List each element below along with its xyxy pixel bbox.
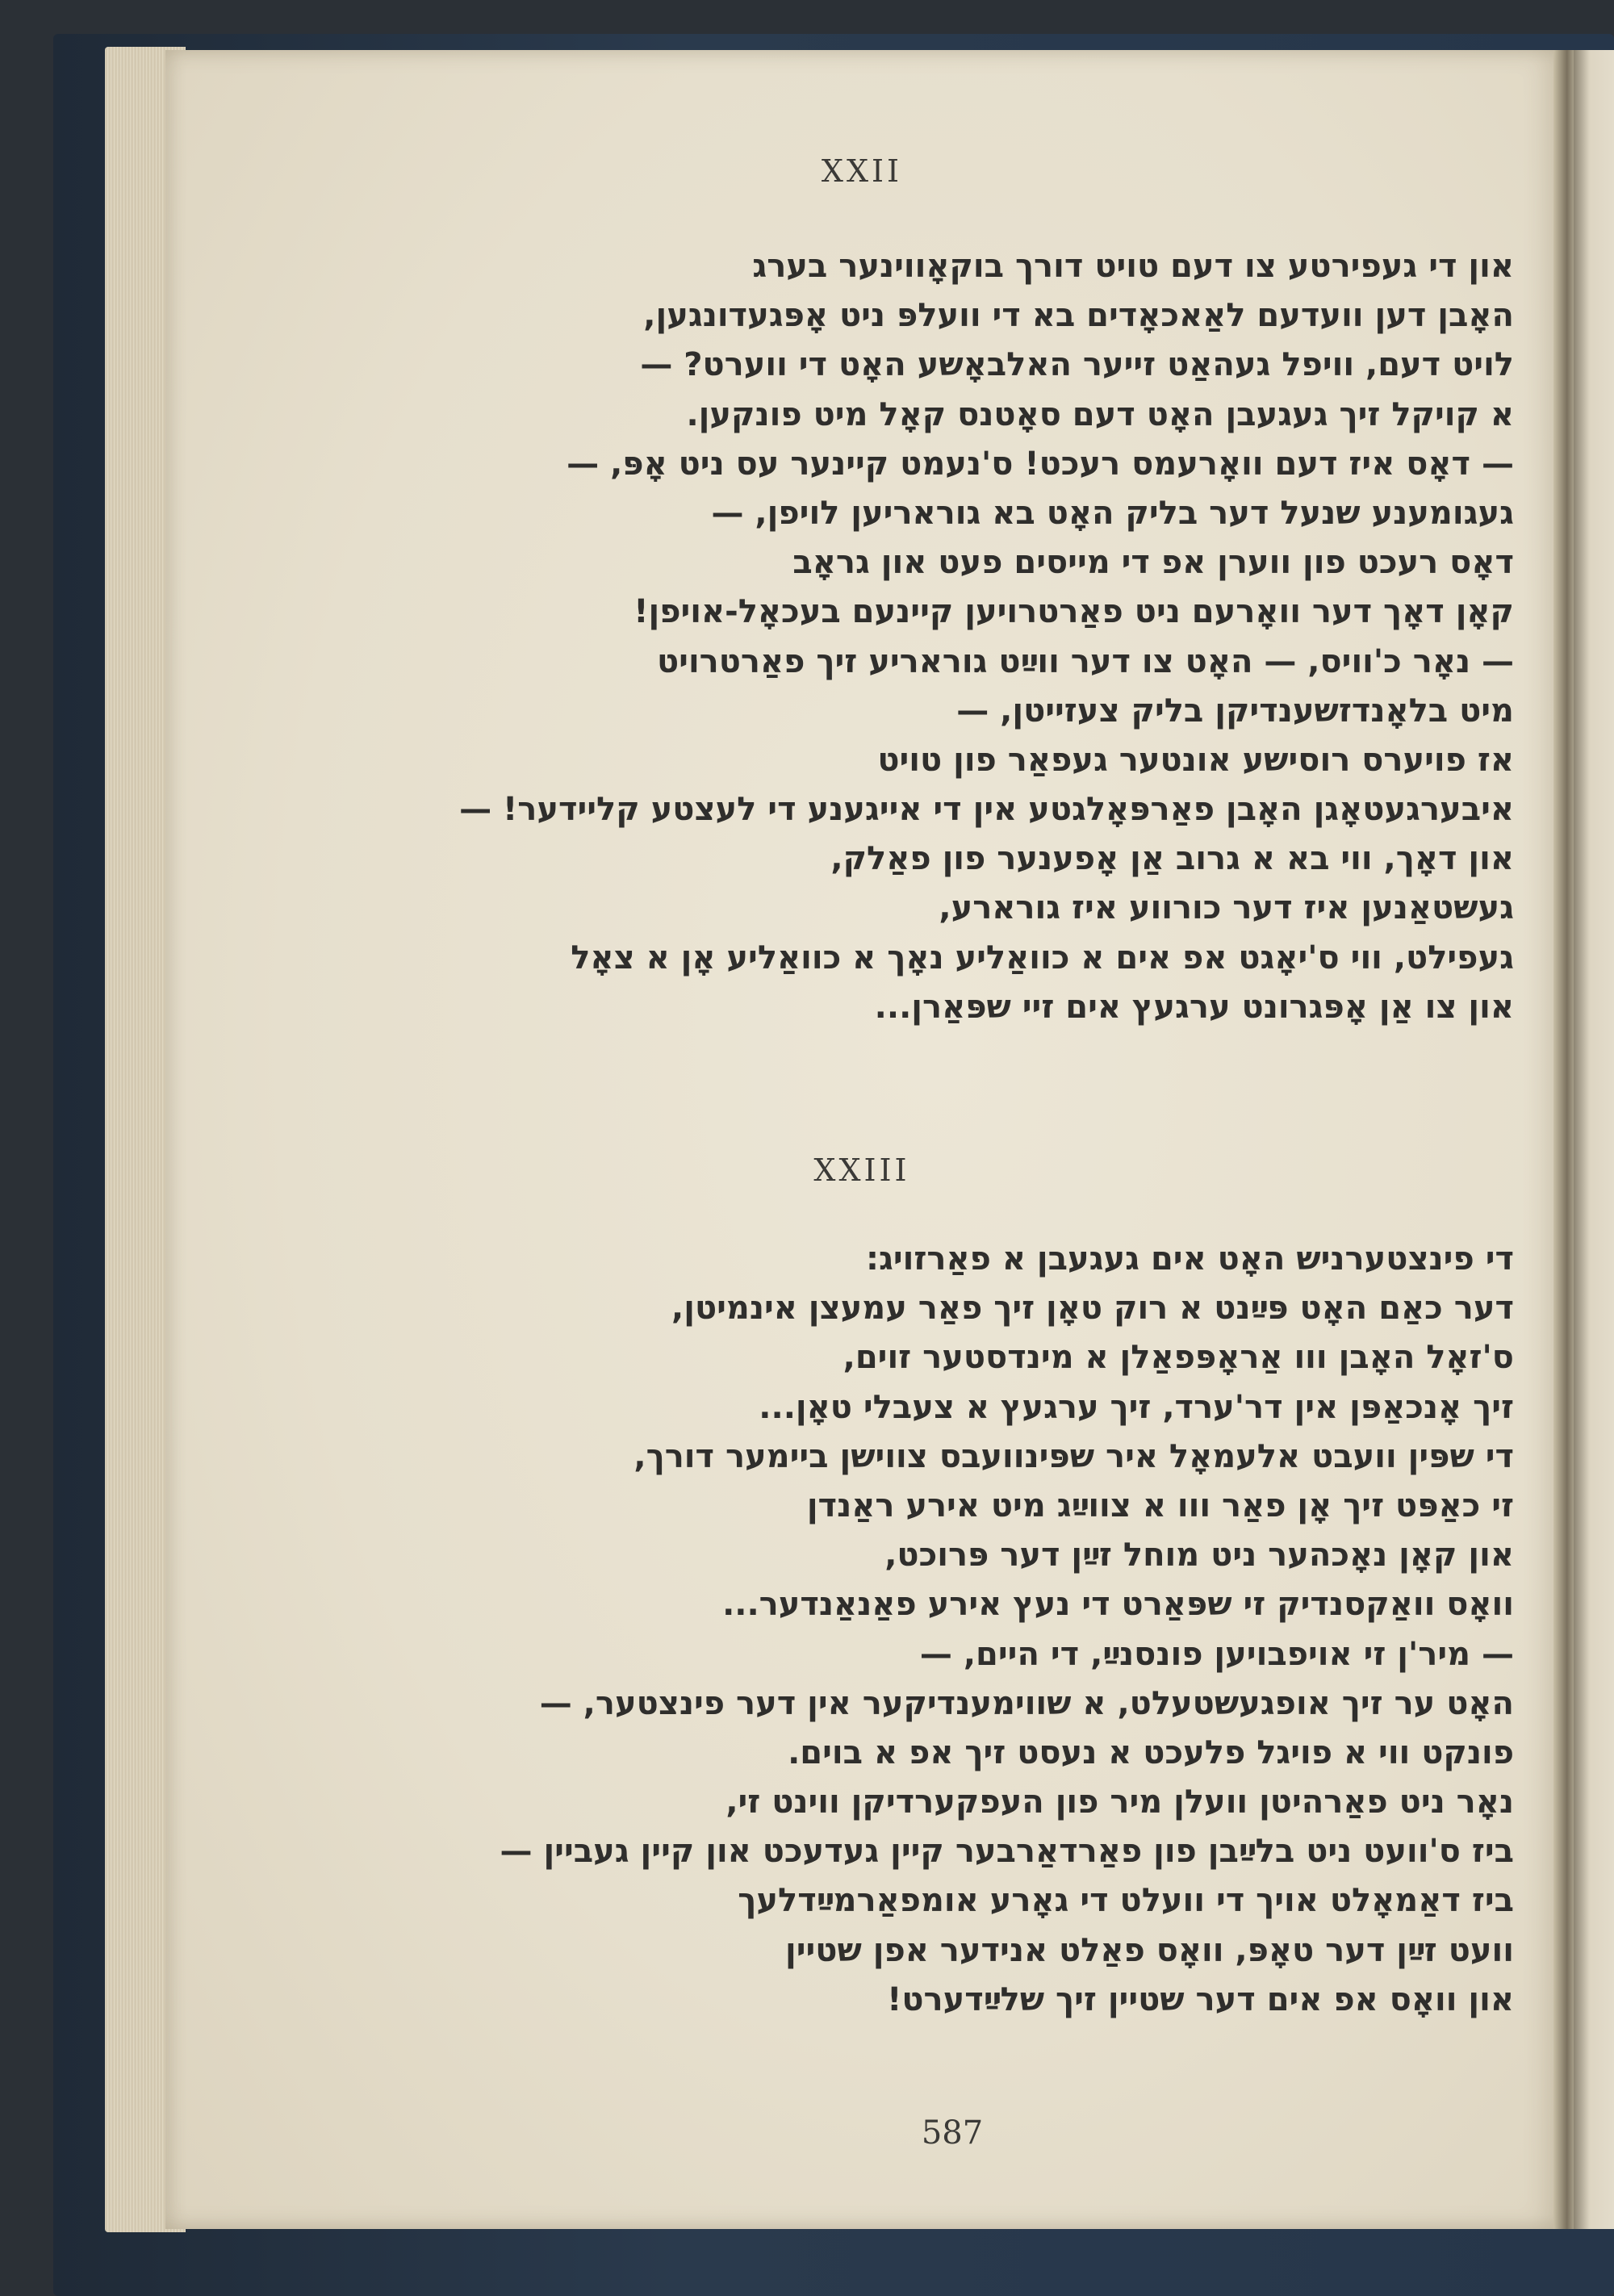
text-line: נאָר ניט פאַרהיטן וועלן מיר פון העפקערדיקן ווינט זי, bbox=[725, 1784, 1514, 1821]
text-line: לויט דעם, וויפל געהאַט זייער האלבאָשע האָט די ווערט? — bbox=[640, 346, 1514, 384]
section-xxiii-text bbox=[355, 1235, 1514, 2025]
text-line: די פינצטערניש האָט אים געגעבן א פאַרזויג: bbox=[866, 1240, 1514, 1278]
text-line: — נאָר כ'וויס, — האָט צו דער ווײַט גוראריע זיך פאַרטרויט bbox=[657, 642, 1514, 680]
text-line: א קויקל זיך געגעבן האָט דעם סאָטנס קאָל מיט פונקען. bbox=[686, 395, 1514, 433]
text-line: און דאָך, ווי בא א גרוב אַן אָפענער פון פאַלק, bbox=[830, 840, 1514, 878]
text-line: דער כאַם האָט פּײַנט א רוק טאָן זיך פאַר עמעצן אינמיטן, bbox=[671, 1290, 1514, 1328]
text-line: געגומענע שנעל דער בליק האָט בא גוראריען לויפן, — bbox=[711, 494, 1514, 532]
text-line: — מיר'ן זי אויפבויען פונסנײַ, די היים, — bbox=[919, 1635, 1514, 1673]
text-line: זי כאַפּט זיך אָן פאַר ווו א צווײַג מיט אירע ראַנדן bbox=[806, 1487, 1514, 1524]
text-line: געשטאַנען איז דער כורווע איז גורארע, bbox=[939, 889, 1514, 927]
text-line: די שפּין וועבט אלעמאָל איר שפּינוועבס צווישן ביימער דורך, bbox=[633, 1437, 1514, 1475]
section-heading-xxiii: XXIII bbox=[813, 1152, 910, 1188]
text-line: וואָס וואַקסנדיק זי שפּאַרט די נעץ אירע פאַנאַנדער... bbox=[722, 1586, 1514, 1624]
text-line: און די געפירטע צו דעם טויט דורך בוקאָווינער בערג bbox=[752, 248, 1514, 285]
text-line: וועט זײַן דער טאָפּ, וואָס פאַלט אנידער אפן שטיין bbox=[785, 1931, 1514, 1969]
text-line: — דאָס איז דעם וואָרעמס רעכט! ס'נעמט קיינער עס ניט אָפּ, — bbox=[567, 445, 1514, 483]
text-line: און צו אַן אָפּגרונט ערגעץ אים זיי שפּאַרן... bbox=[874, 988, 1514, 1026]
text-line: האָט ער זיך אופגעשטעלט, א שווימענדיקער אין דער פינצטער, — bbox=[539, 1684, 1514, 1722]
section-heading-xxii: XXII bbox=[821, 153, 903, 189]
text-line: זיך אָנכאַפּן אין דר'ערד, זיך ערגעץ א צעבלי טאָן... bbox=[759, 1388, 1514, 1426]
facing-page-edge bbox=[1574, 50, 1614, 2229]
text-line: איבערגעטאָגן האָבן פאַרפּאָלגטע אין די אייגענע די לעצטע קליידער! — bbox=[459, 791, 1514, 829]
text-line: אז פויערס רוסישע אונטער געפאַר פון טויט bbox=[877, 741, 1514, 779]
text-line: געפילט, ווי ס'יאָגט אפ אים א כוואַליע נאָך א כוואַליע אָן א צאָל bbox=[571, 939, 1514, 977]
text-line: ס'זאָל האָבן ווו אַראָפּפאַלן א מינדסטער זוים, bbox=[843, 1339, 1514, 1377]
text-line: און קאָן נאָכהער ניט מוחל זײַן דער פּרוכט, bbox=[884, 1537, 1514, 1575]
text-line: קאָן דאָך דער וואָרעם ניט פאַרטרויען קיינעם בעכאָל-אויפן! bbox=[633, 593, 1514, 631]
text-line: דאָס רעכט פון ווערן אפ די מייסים פעט און גראָב bbox=[792, 544, 1514, 582]
page-number: 587 bbox=[921, 2114, 984, 2152]
text-line: ביז ס'וועט ניט בלײַבן פון פאַרדאַרבער קיין געדעכט און קיין געביין — bbox=[500, 1833, 1514, 1871]
text-line: און וואָס אפ אים דער שטיין זיך שלײַדערט! bbox=[887, 1980, 1514, 2018]
text-line: ביז דאַמאָלט אויך די וועלט די גאָרע אומפאַרמײַדלעך bbox=[738, 1882, 1514, 1920]
book-gutter bbox=[1553, 50, 1576, 2229]
text-line: האָבן דען וועדעם לאַאכאָדים בא די וועלפּ ניט אָפּגעדונגען, bbox=[643, 297, 1514, 335]
text-line: פונקט ווי א פויגל פלעכט א נעסט זיך אפ א בוים. bbox=[788, 1734, 1514, 1771]
section-xxii-text bbox=[355, 242, 1514, 1032]
text-line: מיט בלאָנדזשענדיקן בליק צעזייטן, — bbox=[956, 692, 1514, 730]
